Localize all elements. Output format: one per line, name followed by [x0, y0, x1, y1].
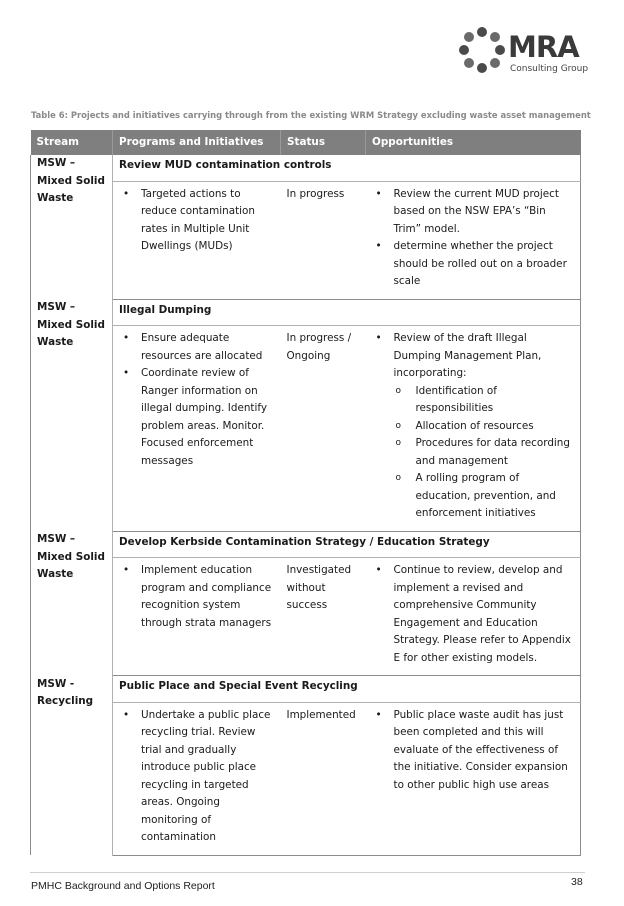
stream-cell: MSW – Mixed Solid Waste — [31, 155, 113, 299]
opportunity-item: • Review the current MUD project based on the NSW EPA’s “Bin Trim” model. — [372, 186, 575, 239]
table-row-detail — [31, 558, 581, 676]
program-item: • Targeted actions to reduce contamination rates in Multiple Unit Dwellings (MUDs) — [119, 186, 275, 256]
stream-cell: MSW - Recycling — [31, 676, 113, 856]
status-cell — [281, 181, 366, 299]
opportunity-subitem: o Identification of responsibilities — [394, 383, 575, 418]
program-title: Illegal Dumping — [113, 299, 581, 326]
footer-divider — [30, 872, 585, 873]
status-text: In progress — [286, 187, 345, 200]
table-row-detail — [31, 181, 581, 299]
table-header-row — [31, 130, 581, 155]
opportunity-subitem: o A rolling program of education, prevention, and enforcement initiatives — [394, 470, 575, 523]
header-stream: Stream — [31, 130, 113, 155]
opportunity-item: • Public place waste audit has just been completed and this will evaluate of the effectiveness of the initiative. Consider expansion to other public high use areas — [372, 707, 575, 795]
table-caption: Table 6: Projects and initiatives carrying through from the existing WRM Strategy excluding waste asset management — [31, 110, 591, 120]
initiatives-table — [30, 130, 581, 856]
table-row — [31, 155, 581, 181]
status-text: In progress / Ongoing — [286, 332, 352, 362]
opportunities-cell — [366, 181, 581, 299]
table-row-detail — [31, 702, 581, 855]
opportunity-text: Review of the draft Illegal Dumping Management Plan, incorporating: — [393, 332, 542, 379]
table-row — [31, 676, 581, 703]
program-title: Review MUD contamination controls — [113, 155, 581, 181]
company-logo — [456, 20, 596, 80]
program-item: • Implement education program and compliance recognition system through strata managers — [119, 562, 275, 632]
table-row — [31, 531, 581, 558]
opportunity-item — [372, 330, 575, 523]
program-item: • Undertake a public place recycling trial. Review trial and gradually introduce public place recycling in targeted areas. Ongoing monitoring of contamination — [119, 707, 275, 847]
status-text: Implemented — [286, 708, 356, 721]
table-row-detail — [31, 326, 581, 532]
logo-brand-text: MRA — [508, 30, 579, 64]
opportunity-subitem: o Allocation of resources — [394, 418, 575, 436]
opportunity-item: • determine whether the project should be rolled out on a broader scale — [372, 238, 575, 291]
programs-cell — [113, 702, 281, 855]
programs-cell — [113, 326, 281, 532]
programs-cell — [113, 558, 281, 676]
program-title: Public Place and Special Event Recycling — [113, 676, 581, 703]
program-title: Develop Kerbside Contamination Strategy / Education Strategy — [113, 531, 581, 558]
stream-cell: MSW – Mixed Solid Waste — [31, 531, 113, 676]
status-cell — [281, 702, 366, 855]
header-opportunities: Opportunities — [366, 130, 581, 155]
opportunity-item: • Continue to review, develop and implement a revised and comprehensive Community Engagement and Education Strategy. Please refer to Appendix E for other existing models. — [372, 562, 575, 667]
program-item: • Ensure adequate resources are allocated — [119, 330, 275, 365]
header-programs: Programs and Initiatives — [113, 130, 281, 155]
mra-emblem-icon — [456, 24, 508, 76]
opportunities-cell — [366, 702, 581, 855]
opportunities-cell — [366, 558, 581, 676]
status-cell — [281, 558, 366, 676]
opportunities-cell — [366, 326, 581, 532]
header-status: Status — [281, 130, 366, 155]
opportunity-subitem: o Procedures for data recording and management — [394, 435, 575, 470]
status-cell — [281, 326, 366, 532]
program-item: • Coordinate review of Ranger information on illegal dumping. Identify problem areas. Monitor. Focused enforcement messages — [119, 365, 275, 470]
table-row — [31, 299, 581, 326]
programs-cell — [113, 181, 281, 299]
footer-report-title: PMHC Background and Options Report — [31, 880, 215, 892]
status-text: Investigated without success — [286, 564, 352, 611]
logo-subtitle: Consulting Group — [510, 64, 589, 74]
stream-cell: MSW – Mixed Solid Waste — [31, 299, 113, 531]
page-number: 38 — [571, 876, 583, 888]
